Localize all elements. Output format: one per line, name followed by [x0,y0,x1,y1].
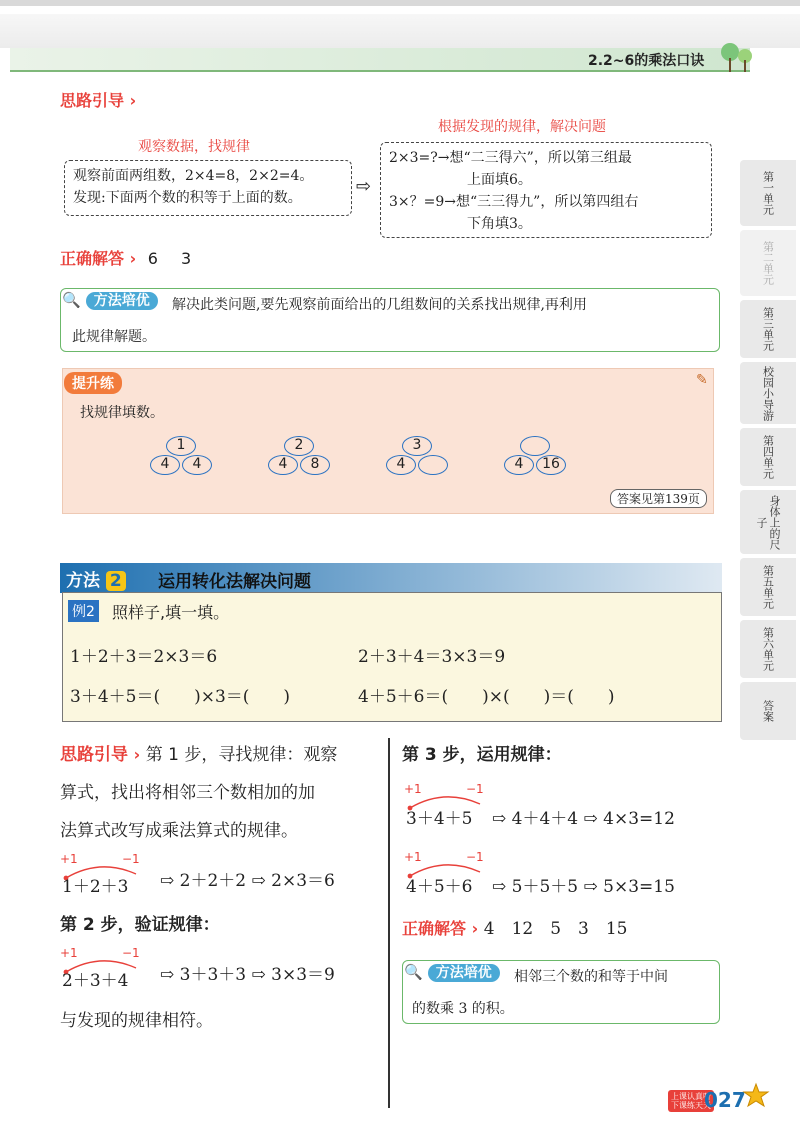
plus-one-label: +1 [60,946,78,960]
oval-right: 4 [182,455,212,475]
example-equation-4[interactable]: 4＋5＋6＝( )×( )＝( ) [358,687,615,707]
correct-answer-row: 正确解答 › 6 3 [60,249,192,268]
transform-4-left: 4＋5＋6 [406,877,473,897]
observe-box [64,160,352,216]
pencil-icon: ✎ [696,372,708,388]
oval-right: 8 [300,455,330,475]
transform-3-left: 3＋4＋5 [406,809,473,829]
plus-one-label: +1 [404,782,422,796]
oval-top: 1 [166,436,196,456]
solve-box [380,142,712,238]
oval-top-blank[interactable] [520,436,550,456]
thinking-guide-label: 思路引导 › [60,91,137,110]
oval-left: 4 [504,455,534,475]
footer-slogan: 上课认真听 下课练天天 [668,1090,714,1112]
answer-1: 6 [147,249,158,268]
plus-one-label: +1 [404,850,422,864]
side-tab-unit-3[interactable]: 第三单元 [740,300,796,358]
method-tag [62,290,158,310]
observe-line-2: 发现:下面两个数的积等于上面的数。 [73,190,302,206]
step1-text-3: 法算式改写成乘法算式的规律。 [60,821,298,841]
solve-line-3: 3×？=9→想“三三得九”，所以第四组右 [389,194,639,210]
transform-2-left: 2＋3＋4 [62,971,129,991]
oval-top: 3 [402,436,432,456]
transform-4-right: ⇨ 5＋5＋5 ⇨ 5×3=15 [492,877,675,897]
method-text-2: 此规律解题。 [72,329,156,345]
solve-line-1: 2×3=?→想“二三得六”，所以第三组最 [389,150,632,166]
method2-title: 运用转化法解决问题 [158,572,311,592]
transform-2-right: ⇨ 3＋3＋3 ⇨ 3×3＝9 [160,965,335,985]
observe-line-1: 观察前面两组数，2×4=8，2×2=4。 [73,168,314,184]
column-divider [388,738,390,1108]
side-tab-campus-guide[interactable]: 校园小导游 [740,362,796,424]
left-caption: 观察数据，找规律 [138,139,250,155]
side-tab-body-ruler[interactable]: 身体上的尺子 [740,490,796,554]
example-instruction: 照样子,填一填。 [112,603,230,622]
practice-instruction: 找规律填数。 [80,405,164,421]
solution-answer-row: 正确解答 › 4 12 5 3 15 [402,919,628,939]
answer-reference: 答案见第139页 [610,489,707,508]
minus-one-label: −1 [466,782,484,796]
method2-label: 方法 2 [66,566,126,591]
oval-right-blank[interactable] [418,455,448,475]
side-tab-unit-4[interactable]: 第四单元 [740,428,796,486]
step1-text: 思路引导 › 第 1 步，寻找规律：观察 [60,745,338,765]
correct-answer-label: 正确解答 [60,249,125,268]
oval-left: 4 [268,455,298,475]
answer-2: 3 [181,249,192,268]
side-tab-unit-1[interactable]: 第一单元 [740,160,796,226]
side-tab-unit-2[interactable]: 第二单元 [740,230,796,296]
minus-one-label: −1 [122,946,140,960]
transform-3-right: ⇨ 4＋4＋4 ⇨ 4×3=12 [492,809,675,829]
method-text-1: 解决此类问题,要先观察前面给出的几组数间的关系找出规律,再利用 [172,297,587,313]
solution-method-tag-label: 方法培优 [428,964,500,982]
star-mascot-icon [742,1082,770,1110]
practice-tag: 提升练 [64,372,122,394]
solution-method-tag [404,962,500,982]
example-equation-3[interactable]: 3＋4＋5＝( )×3＝( ) [70,687,291,707]
plus-one-label: +1 [60,852,78,866]
oval-top: 2 [284,436,314,456]
method2-number: 2 [106,571,126,591]
page-number: 027 [704,1088,746,1112]
chapter-title: 2.2~6的乘法口诀 [588,53,705,69]
example-label: 例2 [68,600,99,622]
minus-one-label: −1 [122,852,140,866]
top-band [0,14,800,48]
step1-text-2: 算式，找出将相邻三个数相加的加 [60,783,315,803]
magnifier-icon: 🔍 [62,291,81,309]
solve-line-2: 上面填6。 [467,172,532,188]
oval-left: 4 [386,455,416,475]
transform-1-left: 1＋2＋3 [62,877,129,897]
right-caption: 根据发现的规律，解决问题 [438,119,606,135]
magnifier-icon: 🔍 [404,963,423,981]
solution-answers: 4 12 5 3 15 [483,919,628,939]
step2-note: 与发现的规律相符。 [60,1011,213,1031]
step2-heading: 第 2 步，验证规律： [60,915,220,935]
solution-method-text-1: 相邻三个数的和等于中间 [514,969,668,985]
oval-left: 4 [150,455,180,475]
solution-answer-label: 正确解答 [402,919,467,938]
example-equation-1: 1＋2＋3＝2×3＝6 [70,647,218,667]
step3-heading: 第 3 步，运用规律： [402,745,562,765]
side-tab-unit-6[interactable]: 第六单元 [740,620,796,678]
top-edge [0,0,800,6]
solution-method-text-2: 的数乘 3 的积。 [412,1001,514,1017]
oval-right: 16 [536,455,566,475]
arrow-icon: ⇨ [356,176,372,197]
example-equation-2: 2＋3＋4＝3×3＝9 [358,647,506,667]
side-tab-unit-5[interactable]: 第五单元 [740,558,796,616]
transform-1-right: ⇨ 2＋2＋2 ⇨ 2×3＝6 [160,871,335,891]
solve-line-4: 下角填3。 [467,216,532,232]
solution-thinking-label: 思路引导 [60,745,128,765]
side-tab-answers[interactable]: 答案 [740,682,796,740]
minus-one-label: −1 [466,850,484,864]
tree-icon [718,40,758,74]
method-tag-label: 方法培优 [86,292,158,310]
